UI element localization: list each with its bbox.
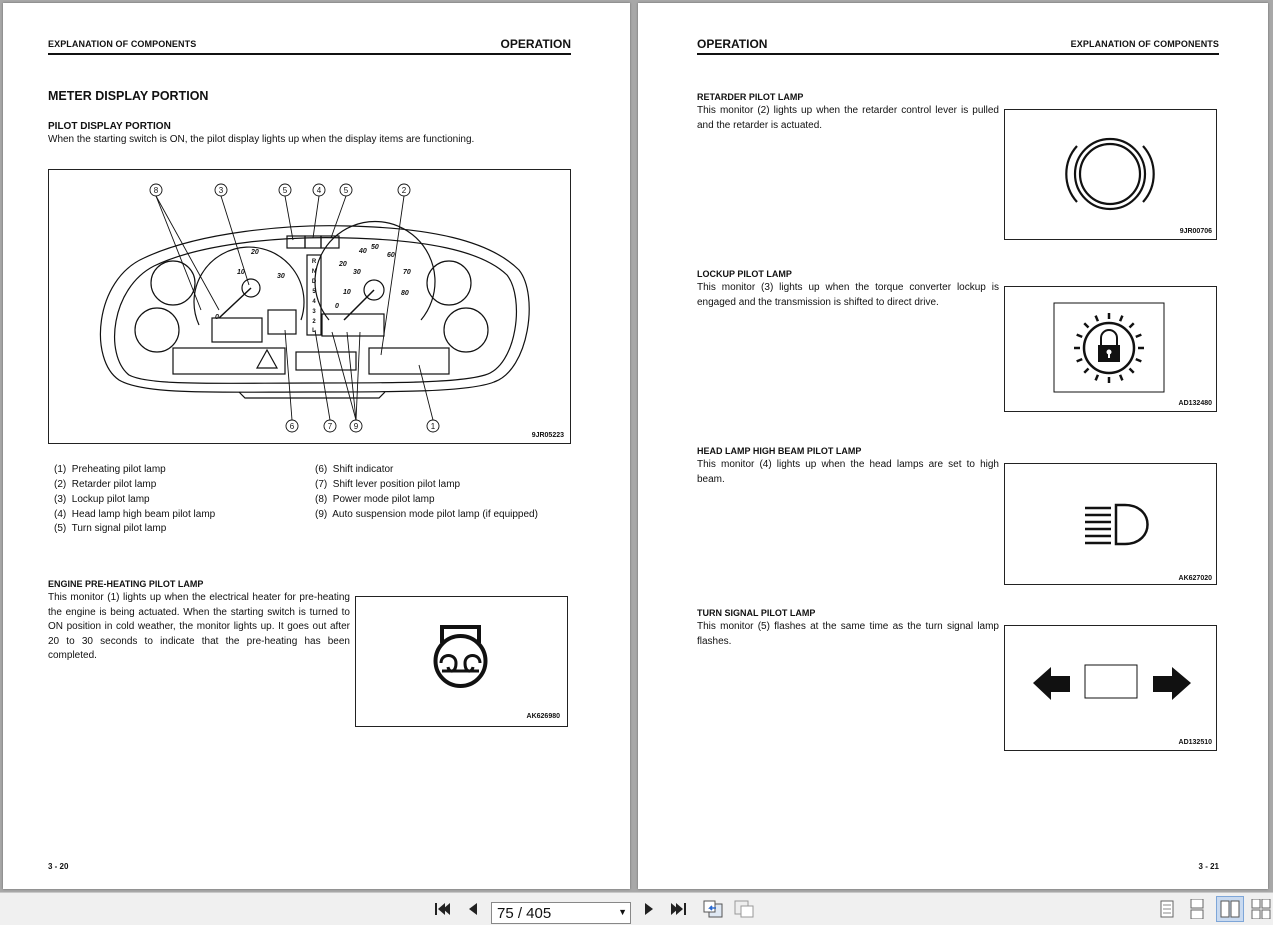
last-page-icon: [670, 901, 688, 917]
facing-button[interactable]: [1216, 896, 1244, 922]
gear-tooth: [1136, 335, 1142, 337]
gear-tooth: [1077, 335, 1083, 337]
gear-tooth: [1084, 323, 1088, 327]
continuous-button[interactable]: [1186, 893, 1208, 925]
retarder-title: RETARDER PILOT LAMP: [697, 92, 804, 102]
header-rule: [697, 53, 1219, 55]
subsection-title: PILOT DISPLAY PORTION: [48, 121, 171, 132]
page-number-left: 3 - 20: [48, 862, 69, 871]
lockup-icon: [1005, 287, 1216, 411]
continuous-facing-icon: [1251, 899, 1271, 919]
gear-tooth: [1096, 316, 1098, 322]
lockup-code: AD132480: [1178, 400, 1212, 407]
turn-signal-title: TURN SIGNAL PILOT LAMP: [697, 608, 816, 618]
legend-item-1: (1) Preheating pilot lamp: [54, 464, 166, 475]
speed-label: 50: [371, 244, 379, 251]
legend-item-4: (4) Head lamp high beam pilot lamp: [54, 509, 216, 520]
callout-5b: 5: [343, 186, 349, 195]
header-rule: [48, 53, 571, 55]
instrument-cluster-diagram: [49, 170, 570, 443]
right-page: [638, 3, 1268, 889]
figure-code: 9JR05223: [531, 432, 564, 439]
gear-tooth: [1077, 359, 1083, 361]
retarder-body: This monitor (2) lights up when the retarder control lever is pulled and the retarder is actuated.: [697, 105, 999, 131]
page-number-value: 75 / 405: [497, 904, 552, 922]
tach-label: 0: [215, 314, 219, 321]
legend-item-2: (2) Retarder pilot lamp: [54, 479, 157, 490]
intro-text: When the starting switch is ON, the pilot display lights up when the display items are functioning.: [48, 134, 475, 145]
header-right: OPERATION: [500, 37, 571, 51]
lockup-title: LOCKUP PILOT LAMP: [697, 269, 792, 279]
go-back-view-icon: [702, 899, 724, 919]
tach-label: 30: [277, 273, 285, 280]
retarder-icon: [1005, 110, 1216, 239]
turn-signal-code: AD132510: [1178, 739, 1212, 746]
tach-label: 20: [251, 249, 259, 256]
left-page: [3, 3, 630, 889]
turn-signal-icon: [1005, 626, 1216, 750]
shift-letter: L: [312, 328, 316, 334]
callout-1: 1: [430, 422, 436, 431]
page-number-right: 3 - 21: [1198, 862, 1219, 871]
high-beam-code: AK627020: [1178, 575, 1212, 582]
shift-letter: R: [311, 259, 317, 265]
callout-5: 5: [282, 186, 288, 195]
shift-letter: 3: [312, 309, 316, 315]
gear-tooth: [1120, 375, 1122, 381]
shift-letter: D: [311, 279, 317, 285]
gear-tooth: [1136, 359, 1142, 361]
viewer-toolbar: [0, 892, 1273, 925]
high-beam-body: This monitor (4) lights up when the head lamps are set to high beam.: [697, 459, 999, 485]
lockup-figure: [1004, 286, 1217, 412]
next-page-button[interactable]: [638, 893, 660, 925]
preheat-figure: [355, 596, 568, 727]
lockup-body: This monitor (3) lights up when the torque converter lockup is engaged and the transmission is shifted to direct drive.: [697, 282, 999, 308]
legend-item-3: (3) Lockup pilot lamp: [54, 494, 150, 505]
retarder-figure: [1004, 109, 1217, 240]
first-page-icon: [433, 901, 451, 917]
high-beam-icon: [1005, 464, 1216, 584]
header-left: EXPLANATION OF COMPONENTS: [48, 39, 197, 49]
gear-tooth: [1084, 369, 1088, 373]
chevron-down-icon[interactable]: ▼: [618, 907, 627, 917]
shift-letter: 2: [312, 319, 316, 325]
next-page-icon: [642, 901, 656, 917]
gear-tooth: [1130, 369, 1134, 373]
legend-item-7: (7) Shift lever position pilot lamp: [315, 479, 461, 490]
previous-page-icon: [466, 901, 480, 917]
facing-icon: [1220, 900, 1240, 918]
high-beam-figure: [1004, 463, 1217, 585]
header-right: EXPLANATION OF COMPONENTS: [1070, 39, 1219, 49]
callout-9: 9: [353, 422, 359, 431]
meter-panel-figure: [48, 169, 571, 444]
retarder-code: 9JR00706: [1179, 228, 1212, 235]
single-page-icon: [1160, 900, 1174, 918]
go-forward-view-icon: [733, 899, 755, 919]
speed-label: 10: [343, 289, 351, 296]
go-forward-view-button[interactable]: [731, 893, 757, 925]
legend-item-9: (9) Auto suspension mode pilot lamp (if equipped): [315, 509, 538, 520]
preheat-title: ENGINE PRE-HEATING PILOT LAMP: [48, 579, 204, 589]
tach-label: 10: [237, 269, 245, 276]
legend-item-8: (8) Power mode pilot lamp: [315, 494, 435, 505]
callout-3: 3: [218, 186, 224, 195]
speed-label: 60: [387, 252, 395, 259]
gear-tooth: [1130, 323, 1134, 327]
legend-item-5: (5) Turn signal pilot lamp: [54, 523, 167, 534]
shift-letter: 5: [312, 289, 316, 295]
preheat-code: AK626980: [526, 713, 560, 720]
shift-letter: 4: [312, 299, 316, 305]
gear-tooth: [1120, 316, 1122, 322]
continuous-facing-button[interactable]: [1250, 893, 1272, 925]
first-page-button[interactable]: [430, 893, 454, 925]
legend-item-6: (6) Shift indicator: [315, 464, 394, 475]
speed-label: 30: [353, 269, 361, 276]
high-beam-title: HEAD LAMP HIGH BEAM PILOT LAMP: [697, 446, 862, 456]
previous-page-button[interactable]: [462, 893, 484, 925]
page-number-field[interactable]: [491, 902, 631, 924]
shift-letter: N: [311, 269, 317, 275]
last-page-button[interactable]: [666, 893, 692, 925]
single-page-button[interactable]: [1156, 893, 1178, 925]
callout-7: 7: [327, 422, 333, 431]
speed-label: 0: [335, 303, 339, 310]
gear-tooth: [1096, 375, 1098, 381]
header-left: OPERATION: [697, 37, 768, 51]
section-title: METER DISPLAY PORTION: [48, 89, 209, 103]
turn-signal-figure: [1004, 625, 1217, 751]
speed-label: 20: [339, 261, 347, 268]
callout-8: 8: [153, 186, 159, 195]
preheat-icon: [356, 597, 567, 726]
continuous-icon: [1190, 899, 1204, 919]
callout-4: 4: [316, 186, 322, 195]
preheat-body: This monitor (1) lights up when the electrical heater for pre-heating the engine is being actuated. When the starting switch is turned to ON position in cold weather, the monitor lights up. It goes out after 20 to 30 seconds to indicate that the pre-heating has been completed.: [48, 592, 350, 662]
go-back-view-button[interactable]: [700, 893, 726, 925]
speed-label: 70: [403, 269, 411, 276]
callout-6: 6: [289, 422, 295, 431]
turn-signal-body: This monitor (5) flashes at the same time as the turn signal lamp flashes.: [697, 621, 999, 647]
speed-label: 40: [359, 248, 367, 255]
speed-label: 80: [401, 290, 409, 297]
callout-2: 2: [401, 186, 407, 195]
